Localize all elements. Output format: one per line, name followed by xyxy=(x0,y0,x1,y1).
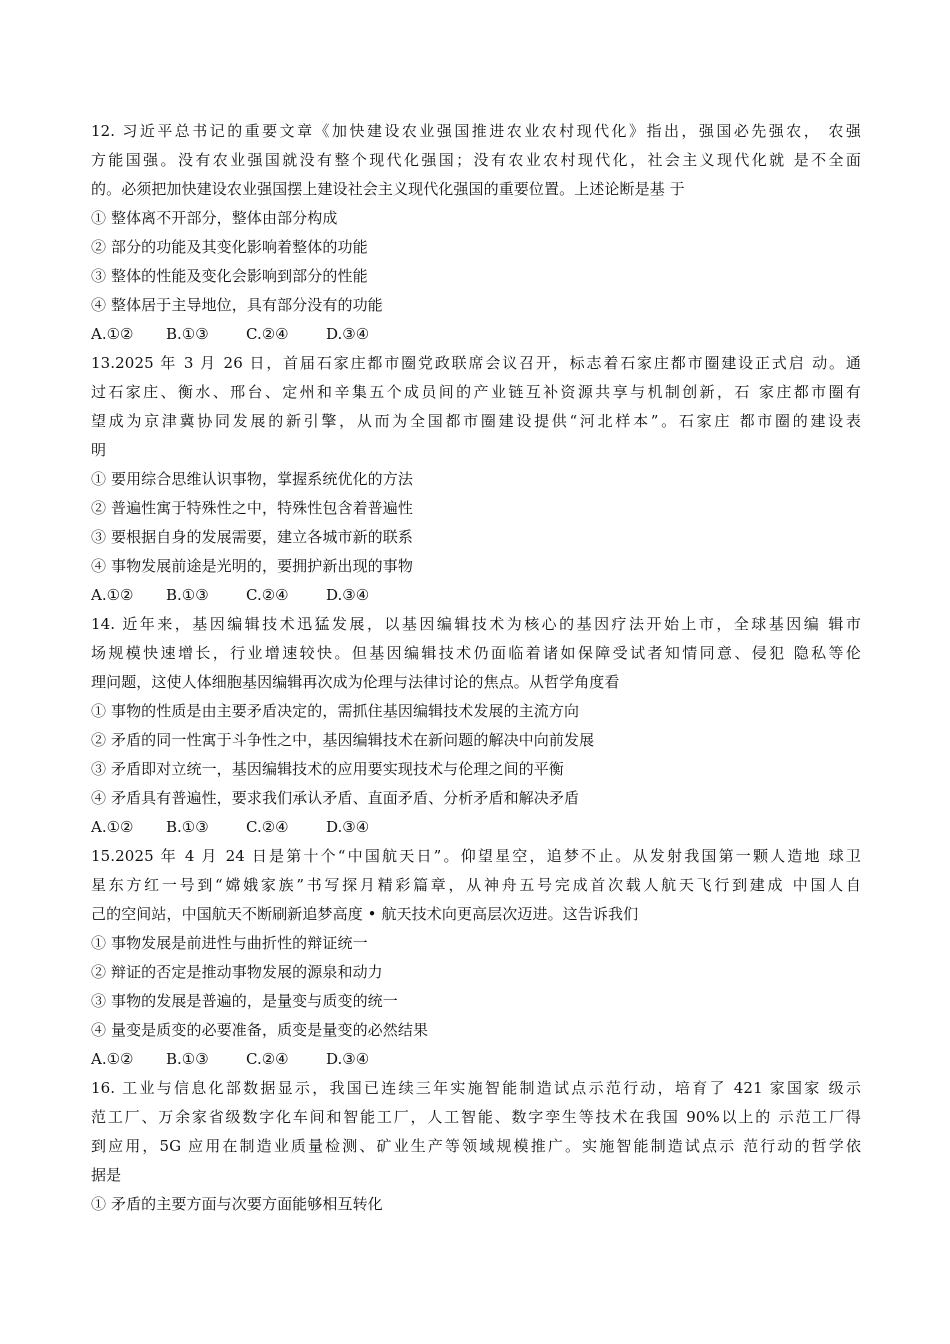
answer-b: B.①③ xyxy=(166,818,209,836)
answer-c: C.②④ xyxy=(246,818,289,836)
option-2: ② 矛盾的同一性寓于斗争性之中，基因编辑技术在新问题的解决中向前发展 xyxy=(91,731,595,749)
answer-choices xyxy=(91,320,861,349)
question-stem-line: 到应用，5G 应用在制造业质量检测、矿业生产等领域规模推广。实施智能制造试点示 范行动的哲学依 xyxy=(91,1137,861,1155)
option-2: ② 普遍性寓于特殊性之中，特殊性包含着普遍性 xyxy=(91,499,413,517)
question-13 xyxy=(91,349,861,610)
answer-c: C.②④ xyxy=(246,586,289,604)
question-stem-line: 16. 工业与信息化部数据显示，我国已连续三年实施智能制造试点示范行动，培育了 421 家国家 级示 xyxy=(91,1079,861,1097)
option-4: ④ 矛盾具有普遍性，要求我们承认矛盾、直面矛盾、分析矛盾和解决矛盾 xyxy=(91,789,580,807)
question-stem-line: 场规模快速增长，行业增速较快。但基因编辑技术仍面临着诸如保障受试者知情同意、侵犯 隐私等伦 xyxy=(91,644,861,662)
question-stem-line: 星东方红一号到“嫦娥家族”书写探月精彩篇章，从神舟五号完成首次载人航天飞行到建成 中国人自 xyxy=(91,876,861,894)
option-3: ③ 矛盾即对立统一，基因编辑技术的应用要实现技术与伦理之间的平衡 xyxy=(91,760,564,778)
answer-b: B.①③ xyxy=(166,1050,209,1068)
question-stem-line: 己的空间站，中国航天不断刷新追梦高度 • 航天技术向更高层次迈进。这告诉我们 xyxy=(91,905,639,923)
question-16 xyxy=(91,1074,861,1219)
answer-d: D.③④ xyxy=(326,818,370,836)
option-1: ① 事物的性质是由主要矛盾决定的，需抓住基因编辑技术发展的主流方向 xyxy=(91,702,580,720)
option-4: ④ 整体居于主导地位，具有部分没有的功能 xyxy=(91,296,383,314)
answer-d: D.③④ xyxy=(326,586,370,604)
question-14 xyxy=(91,610,861,842)
answer-a: A.①② xyxy=(91,1050,134,1068)
question-stem-line: 据是 xyxy=(91,1166,122,1184)
option-2: ② 辩证的否定是推动事物发展的源泉和动力 xyxy=(91,963,383,981)
option-1: ① 整体离不开部分，整体由部分构成 xyxy=(91,209,338,227)
answer-b: B.①③ xyxy=(166,586,209,604)
exam-page xyxy=(91,117,861,1219)
question-stem-line: 15.2025 年 4 月 24 日是第十个“中国航天日”。仰望星空，追梦不止。从发射我国第一颗人造地 球卫 xyxy=(91,847,861,865)
question-stem-line: 方能国强。没有农业强国就没有整个现代化强国；没有农业农村现代化，社会主义现代化就 是不全面 xyxy=(91,151,861,169)
answer-a: A.①② xyxy=(91,325,134,343)
question-stem-line: 理问题，这使人体细胞基因编辑再次成为伦理与法律讨论的焦点。从哲学角度看 xyxy=(91,673,620,691)
question-stem-line: 望成为京津冀协同发展的新引擎，从而为全国都市圈建设提供“河北样本”。石家庄 都市圈的建设表 xyxy=(91,412,861,430)
answer-c: C.②④ xyxy=(246,325,289,343)
option-3: ③ 事物的发展是普遍的，是量变与质变的统一 xyxy=(91,992,398,1010)
option-2: ② 部分的功能及其变化影响着整体的功能 xyxy=(91,238,368,256)
question-stem-line: 范工厂、万余家省级数字化车间和智能工厂，人工智能、数字孪生等技术在我国 90%以上的 示范工厂得 xyxy=(91,1108,861,1126)
answer-b: B.①③ xyxy=(166,325,209,343)
option-4: ④ 量变是质变的必要准备，质变是量变的必然结果 xyxy=(91,1021,429,1039)
option-1: ① 事物发展是前进性与曲折性的辩证统一 xyxy=(91,934,368,952)
question-stem-line: 13.2025 年 3 月 26 日，首届石家庄都市圈党政联席会议召开，标志着石家庄都市圈建设正式启 动。通 xyxy=(91,354,861,372)
question-stem-line: 明 xyxy=(91,441,107,459)
question-stem-line: 12. 习近平总书记的重要文章《加快建设农业强国推进农业农村现代化》指出，强国必先强农， 农强 xyxy=(91,122,861,140)
answer-choices xyxy=(91,581,861,610)
option-1: ① 矛盾的主要方面与次要方面能够相互转化 xyxy=(91,1195,383,1213)
option-3: ③ 整体的性能及变化会影响到部分的性能 xyxy=(91,267,368,285)
answer-choices xyxy=(91,1045,861,1074)
answer-a: A.①② xyxy=(91,818,134,836)
question-12 xyxy=(91,117,861,349)
answer-d: D.③④ xyxy=(326,1050,370,1068)
option-1: ① 要用综合思维认识事物，掌握系统优化的方法 xyxy=(91,470,413,488)
answer-choices xyxy=(91,813,861,842)
option-4: ④ 事物发展前途是光明的，要拥护新出现的事物 xyxy=(91,557,413,575)
answer-d: D.③④ xyxy=(326,325,370,343)
answer-a: A.①② xyxy=(91,586,134,604)
question-stem-line: 过石家庄、衡水、邢台、定州和辛集五个成员间的产业链互补资源共享与机制创新，石 家庄都市圈有 xyxy=(91,383,861,401)
answer-c: C.②④ xyxy=(246,1050,289,1068)
option-3: ③ 要根据自身的发展需要，建立各城市新的联系 xyxy=(91,528,413,546)
question-15 xyxy=(91,842,861,1074)
question-stem-line: 14. 近年来，基因编辑技术迅猛发展，以基因编辑技术为核心的基因疗法开始上市，全球基因编 辑市 xyxy=(91,615,861,633)
question-stem-line: 的。必须把加快建设农业强国摆上建设社会主义现代化强国的重要位置。上述论断是基 于 xyxy=(91,180,685,198)
